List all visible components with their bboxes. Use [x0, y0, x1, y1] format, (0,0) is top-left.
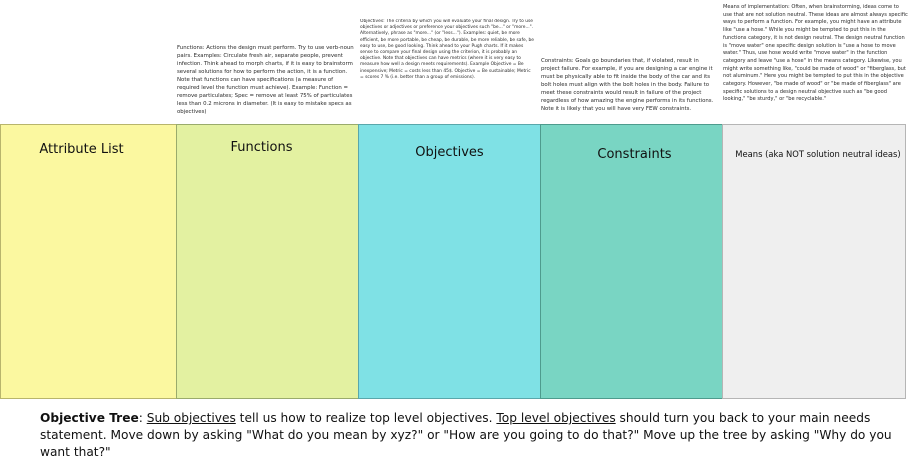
attribute-list-title: Attribute List: [39, 142, 124, 157]
functions-column[interactable]: [176, 124, 359, 399]
caption-rest: should turn you back to your main needs statement. Move down by asking "What do you mean by xyz?" or "How are you going to do that?" Move up the tree by asking "Why do you want that?": [40, 411, 892, 459]
objectives-note: Objectives: The criteria by which you will evaluate your final design. Try to use objectives or adjectives or preference your objectives such "be..." or "more...". Alternatively, phrase as "more..." (or "less..."). Examples: quiet, be more efficient, be more portable, be cheap, be durable, be more reliable, be safe, be easy to use, be good looking. Think ahead to your Pugh charts. If it makes sense to compare your final design using the criterion, it is probably an objective. Note that objectives can have metrics (where it is very easy to measure how well a design meets requirements). Example Objective = Be inexpensive; Metric = costs less than 45$. Objective = Be sustainable; Metric = scores 7 % (i.e. better than a group of emissions).: [360, 19, 534, 80]
objectives-column[interactable]: [358, 124, 541, 399]
means-column[interactable]: [722, 124, 906, 399]
objective-tree-caption: [40, 410, 906, 461]
top-level-objectives-text: Top level objectives: [496, 411, 616, 425]
constraints-note: Constraints: Goals go boundaries that, if violated, result in project failure. For example, if you are designing a car engine it must be physically able to fit inside the body of the car and its bolt holes must align with the bolt holes in the body. Failure to meet these constraints would result in failure of the project regardless of how amazing the engine performs in its functions. Note it is likely that you will have very FEW constraints.: [541, 58, 714, 112]
caption-lead: Objective Tree: [40, 411, 139, 425]
caption-colon: :: [138, 411, 147, 425]
attribute-list-column[interactable]: [0, 124, 177, 399]
objectives-title: Objectives: [415, 145, 484, 160]
means-note: Means of implementation: Often, when brainstorming, ideas come to use that are not solution neutral. These ideas are almost always specific ways to perform a function. For example, you might have an attribute like "use a hose." While you might be tempted to put this in the functions category, it is not design neutral. The design neutral function is "move water" one specific design solution is "use a hose to move water." Thus, use hose would write "move water" in the function category and leave "use a hose" in the means category. Likewise, you might write something like, "could be made of wood" or "fiberglass, but not aluminum." Here you might be tempted to put this in the objective category. However, "be made of wood" or "be made of fiberglass" are specific solutions to a design neutral objective such as "be good looking," "be sturdy," or "be recyclable.": [723, 4, 908, 103]
functions-title: Functions: [230, 140, 293, 155]
constraints-title: Constraints: [597, 147, 672, 162]
constraints-column[interactable]: [540, 124, 723, 399]
caption-mid: tell us how to realize top level objectives.: [235, 411, 497, 425]
sub-objectives-text: Sub objectives: [146, 411, 236, 425]
functions-note: Functions: Actions the design must perform. Try to use verb-noun pairs. Examples: Circulate fresh air, separate people, prevent infection. Think ahead to morph charts, if it is easy to brainstorm several solutions for how to perform the action, it is a function. Note that functions can have specifications (a measure of required level the function must achieve). Example: Function = remove particulates; Spec = remove at least 75% of particulates less than 0.2 microns in diameter. (It is easy to mistake specs as objectives): [177, 45, 354, 115]
means-title: Means (aka NOT solution neutral ideas): [735, 149, 901, 159]
